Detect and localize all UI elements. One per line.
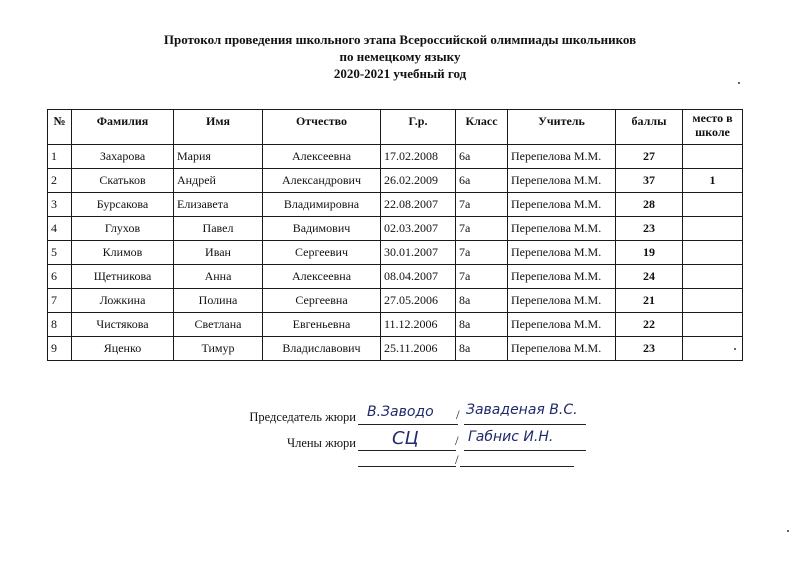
cell-teacher: Перепелова М.М. (508, 193, 616, 217)
col-header-number: № (48, 110, 72, 145)
cell-grade: 6а (456, 145, 508, 169)
cell-surname: Глухов (72, 217, 174, 241)
cell-name: Анна (174, 265, 263, 289)
cell-score: 21 (616, 289, 683, 313)
chair-sign-line (358, 424, 458, 425)
cell-teacher: Перепелова М.М. (508, 289, 616, 313)
cell-name: Павел (174, 217, 263, 241)
cell-number: 1 (48, 145, 72, 169)
cell-grade: 7а (456, 241, 508, 265)
col-header-grade: Класс (456, 110, 508, 145)
cell-place: 1 (683, 169, 743, 193)
header-title: Протокол проведения школьного этапа Всероссийской олимпиады школьников (163, 32, 637, 47)
scan-speck (734, 348, 736, 350)
cell-number: 2 (48, 169, 72, 193)
cell-score: 27 (616, 145, 683, 169)
cell-name: Андрей (174, 169, 263, 193)
cell-name: Елизавета (174, 193, 263, 217)
cell-number: 3 (48, 193, 72, 217)
cell-number: 4 (48, 217, 72, 241)
cell-surname: Чистякова (72, 313, 174, 337)
cell-name: Мария (174, 145, 263, 169)
col-header-surname: Фамилия (72, 110, 174, 145)
member2-sign-line (358, 466, 456, 467)
cell-name: Светлана (174, 313, 263, 337)
cell-dob: 27.05.2006 (381, 289, 456, 313)
cell-patronymic: Сергеевич (263, 241, 381, 265)
chair-name: Заваденая В.С. (466, 402, 578, 418)
cell-teacher: Перепелова М.М. (508, 169, 616, 193)
cell-score: 24 (616, 265, 683, 289)
cell-patronymic: Сергеевна (263, 289, 381, 313)
cell-grade: 8а (456, 337, 508, 361)
cell-number: 7 (48, 289, 72, 313)
cell-grade: 7а (456, 217, 508, 241)
cell-number: 5 (48, 241, 72, 265)
col-header-dob: Г.р. (381, 110, 456, 145)
cell-grade: 7а (456, 193, 508, 217)
cell-patronymic: Вадимович (263, 217, 381, 241)
cell-patronymic: Алексеевна (263, 265, 381, 289)
member-name: Габнис И.Н. (468, 429, 554, 445)
cell-surname: Ложкина (72, 289, 174, 313)
member-name-line (464, 450, 586, 451)
member-signature: СЦ (392, 428, 419, 449)
scan-speck (787, 530, 789, 532)
cell-name: Полина (174, 289, 263, 313)
cell-teacher: Перепелова М.М. (508, 265, 616, 289)
cell-dob: 25.11.2006 (381, 337, 456, 361)
col-header-score: баллы (616, 110, 683, 145)
cell-dob: 22.08.2007 (381, 193, 456, 217)
col-header-place: место в школе (683, 110, 743, 145)
cell-surname: Захарова (72, 145, 174, 169)
cell-number: 8 (48, 313, 72, 337)
cell-number: 6 (48, 265, 72, 289)
chair-separator: / (456, 407, 460, 422)
cell-surname: Щетникова (72, 265, 174, 289)
member2-name-line (460, 466, 574, 467)
cell-patronymic: Владимировна (263, 193, 381, 217)
cell-patronymic: Евгеньевна (263, 313, 381, 337)
cell-grade: 6а (456, 169, 508, 193)
cell-number: 9 (48, 337, 72, 361)
header-subject: по немецкому языку (339, 49, 461, 64)
cell-score: 23 (616, 217, 683, 241)
cell-dob: 17.02.2008 (381, 145, 456, 169)
cell-teacher: Перепелова М.М. (508, 337, 616, 361)
cell-score: 28 (616, 193, 683, 217)
cell-dob: 11.12.2006 (381, 313, 456, 337)
cell-surname: Скатьков (72, 169, 174, 193)
cell-patronymic: Александрович (263, 169, 381, 193)
cell-surname: Бурсакова (72, 193, 174, 217)
member-sign-line (358, 450, 456, 451)
members-label: Члены жюри (286, 436, 356, 450)
cell-grade: 8а (456, 313, 508, 337)
cell-score: 22 (616, 313, 683, 337)
cell-name: Тимур (174, 337, 263, 361)
cell-teacher: Перепелова М.М. (508, 217, 616, 241)
cell-score: 23 (616, 337, 683, 361)
cell-teacher: Перепелова М.М. (508, 145, 616, 169)
cell-name: Иван (174, 241, 263, 265)
cell-grade: 7а (456, 265, 508, 289)
cell-dob: 26.02.2009 (381, 169, 456, 193)
cell-patronymic: Алексеевна (263, 145, 381, 169)
cell-grade: 8а (456, 289, 508, 313)
scan-speck (738, 82, 740, 84)
chair-name-line (464, 424, 586, 425)
cell-patronymic: Владиславович (263, 337, 381, 361)
cell-dob: 08.04.2007 (381, 265, 456, 289)
col-header-teacher: Учитель (508, 110, 616, 145)
col-header-patronymic: Отчество (263, 110, 381, 145)
cell-teacher: Перепелова М.М. (508, 313, 616, 337)
header-year: 2020-2021 учебный год (333, 66, 467, 81)
cell-surname: Яценко (72, 337, 174, 361)
member-separator: / (455, 433, 459, 448)
col-header-name: Имя (174, 110, 263, 145)
chair-signature: В.Заводо (367, 404, 434, 420)
cell-score: 19 (616, 241, 683, 265)
member2-separator: / (455, 452, 459, 467)
cell-score: 37 (616, 169, 683, 193)
cell-surname: Климов (72, 241, 174, 265)
chair-label: Председатель жюри (249, 410, 356, 424)
cell-dob: 02.03.2007 (381, 217, 456, 241)
cell-teacher: Перепелова М.М. (508, 241, 616, 265)
cell-dob: 30.01.2007 (381, 241, 456, 265)
